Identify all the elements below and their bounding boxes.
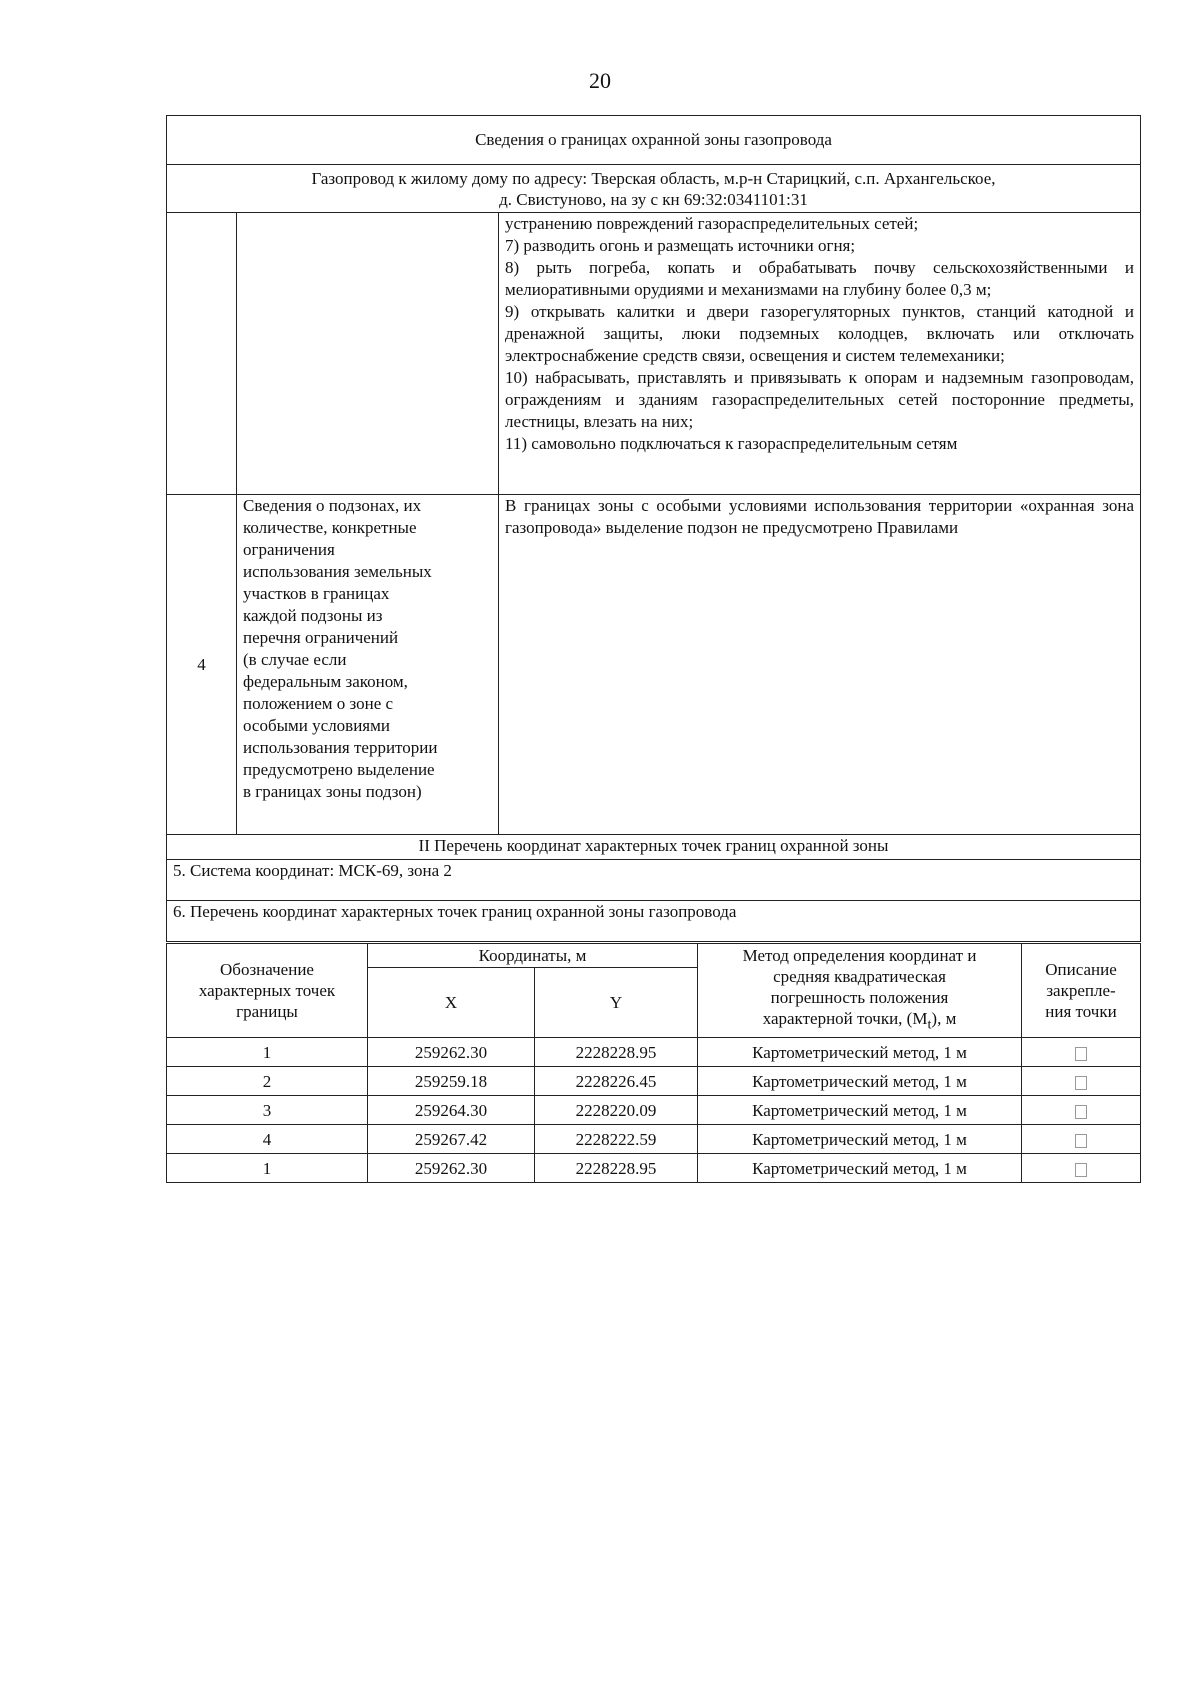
subzone-label-line: количестве, конкретные <box>243 518 417 537</box>
coordinate-system: 5. Система координат: МСК-69, зона 2 <box>167 860 1141 901</box>
table-row <box>167 1067 1141 1096</box>
header-method <box>698 944 1022 1038</box>
header-point <box>167 944 368 1038</box>
cell-x: 259267.42 <box>368 1125 535 1154</box>
empty-box-icon <box>1075 1134 1087 1148</box>
header-description-line: Описание <box>1045 960 1117 979</box>
header-description-line: закрепле- <box>1046 981 1116 1000</box>
header-method-sub: t <box>927 1016 932 1033</box>
cell-y: 2228220.09 <box>535 1096 698 1125</box>
subzone-label-line: перечня ограничений <box>243 628 399 647</box>
subzone-label-line: участков в границах <box>243 584 390 603</box>
restriction-item: 7) разводить огонь и размещать источники огня; <box>505 236 856 255</box>
object-line-2: д. Свистуново, на зу с кн 69:32:0341101:31 <box>499 189 808 209</box>
restriction-item: 11) самовольно подключаться к газораспределительным сетям <box>505 434 958 453</box>
subzone-label-line: федеральным законом, <box>243 672 408 691</box>
header-method-line: средняя квадратическая <box>773 967 946 987</box>
header-description-line: ния точки <box>1045 1002 1117 1021</box>
coordinates-table <box>166 943 1141 1183</box>
subzone-label-line: каждой подзоны из <box>243 606 383 625</box>
cell-method: Картометрический метод, 1 м <box>698 1067 1022 1096</box>
cell-method: Картометрический метод, 1 м <box>698 1038 1022 1067</box>
restrictions-list <box>499 213 1141 495</box>
cell-x: 259259.18 <box>368 1067 535 1096</box>
subzone-label-line: использования территории <box>243 738 438 757</box>
header-description <box>1022 944 1141 1038</box>
table-title: Сведения о границах охранной зоны газопровода <box>167 116 1141 165</box>
subzone-label-line: использования земельных <box>243 562 432 581</box>
row-label-empty <box>237 213 499 495</box>
restriction-item: 10) набрасывать, приставлять и привязывать к опорам и надземным газопроводам, ограждениям и зданиям газораспределительных сетей посторонние предметы, лестницы, влезать на них; <box>505 368 1134 431</box>
header-method-text: характерной точки, (M <box>762 1009 928 1029</box>
header-method-line: погрешность положения <box>770 988 949 1008</box>
cell-description <box>1022 1067 1141 1096</box>
table-row <box>167 1096 1141 1125</box>
subzone-label-line: в границах зоны подзон) <box>243 782 422 801</box>
restriction-item: устранению повреждений газораспределительных сетей; <box>505 214 919 233</box>
page-number: 20 <box>589 68 611 93</box>
coordinates-list-title: 6. Перечень координат характерных точек границ охранной зоны газопровода <box>167 901 1141 942</box>
cell-method: Картометрический метод, 1 м <box>698 1125 1022 1154</box>
cell-point: 1 <box>167 1154 368 1183</box>
cell-point: 3 <box>167 1096 368 1125</box>
object-description <box>167 165 1141 213</box>
header-x: X <box>368 968 535 1038</box>
empty-box-icon <box>1075 1163 1087 1177</box>
restriction-item: 9) открывать калитки и двери газорегуляторных пунктов, станций катодной и дренажной защиты, люки подземных колодцев, включать или отключать электроснабжение средств связи, освещения и систем телемеханики; <box>505 302 1134 365</box>
zone-info-table <box>166 115 1141 942</box>
object-line-1: Газопровод к жилому дому по адресу: Тверская область, м.р-н Старицкий, с.п. Архангельское, <box>311 168 996 188</box>
header-point-line: границы <box>236 1002 298 1021</box>
cell-x: 259264.30 <box>368 1096 535 1125</box>
header-point-line: характерных точек <box>198 981 336 1000</box>
subzone-label <box>237 495 499 835</box>
row-number: 4 <box>167 495 237 835</box>
cell-y: 2228228.95 <box>535 1154 698 1183</box>
cell-description <box>1022 1096 1141 1125</box>
table-row <box>167 1038 1141 1067</box>
subzone-label-line: предусмотрено выделение <box>243 760 435 779</box>
cell-description <box>1022 1038 1141 1067</box>
empty-box-icon <box>1075 1076 1087 1090</box>
header-coordinates: Координаты, м <box>368 944 698 968</box>
cell-description <box>1022 1125 1141 1154</box>
cell-description <box>1022 1154 1141 1183</box>
header-method-line <box>702 1008 1017 1035</box>
cell-method: Картометрический метод, 1 м <box>698 1154 1022 1183</box>
cell-y: 2228222.59 <box>535 1125 698 1154</box>
cell-y: 2228228.95 <box>535 1038 698 1067</box>
restriction-item: 8) рыть погреба, копать и обрабатывать почву сельскохозяйственными и мелиоративными орудиями и механизмами на глубину более 0,3 м; <box>505 258 1134 299</box>
subzone-label-line: особыми условиями <box>243 716 390 735</box>
subzone-label-line: Сведения о подзонах, их <box>243 496 422 515</box>
header-y: Y <box>535 968 698 1038</box>
cell-point: 2 <box>167 1067 368 1096</box>
cell-x: 259262.30 <box>368 1038 535 1067</box>
row-number-empty <box>167 213 237 495</box>
header-point-line: Обозначение <box>220 960 314 979</box>
subzone-label-line: ограничения <box>243 540 335 559</box>
cell-x: 259262.30 <box>368 1154 535 1183</box>
section-2-title: II Перечень координат характерных точек границ охранной зоны <box>167 835 1141 860</box>
empty-box-icon <box>1075 1047 1087 1061</box>
table-row <box>167 1154 1141 1183</box>
subzone-label-line: (в случае если <box>243 650 347 669</box>
empty-box-icon <box>1075 1105 1087 1119</box>
header-method-tail: ), м <box>931 1009 957 1029</box>
cell-point: 4 <box>167 1125 368 1154</box>
cell-method: Картометрический метод, 1 м <box>698 1096 1022 1125</box>
table-row <box>167 1125 1141 1154</box>
subzone-label-line: положением о зоне с <box>243 694 394 713</box>
cell-y: 2228226.45 <box>535 1067 698 1096</box>
subzone-value: В границах зоны с особыми условиями использования территории «охранная зона газопровода» выделение подзон не предусмотрено Правилами <box>499 495 1141 835</box>
cell-point: 1 <box>167 1038 368 1067</box>
header-method-line: Метод определения координат и <box>742 946 977 966</box>
